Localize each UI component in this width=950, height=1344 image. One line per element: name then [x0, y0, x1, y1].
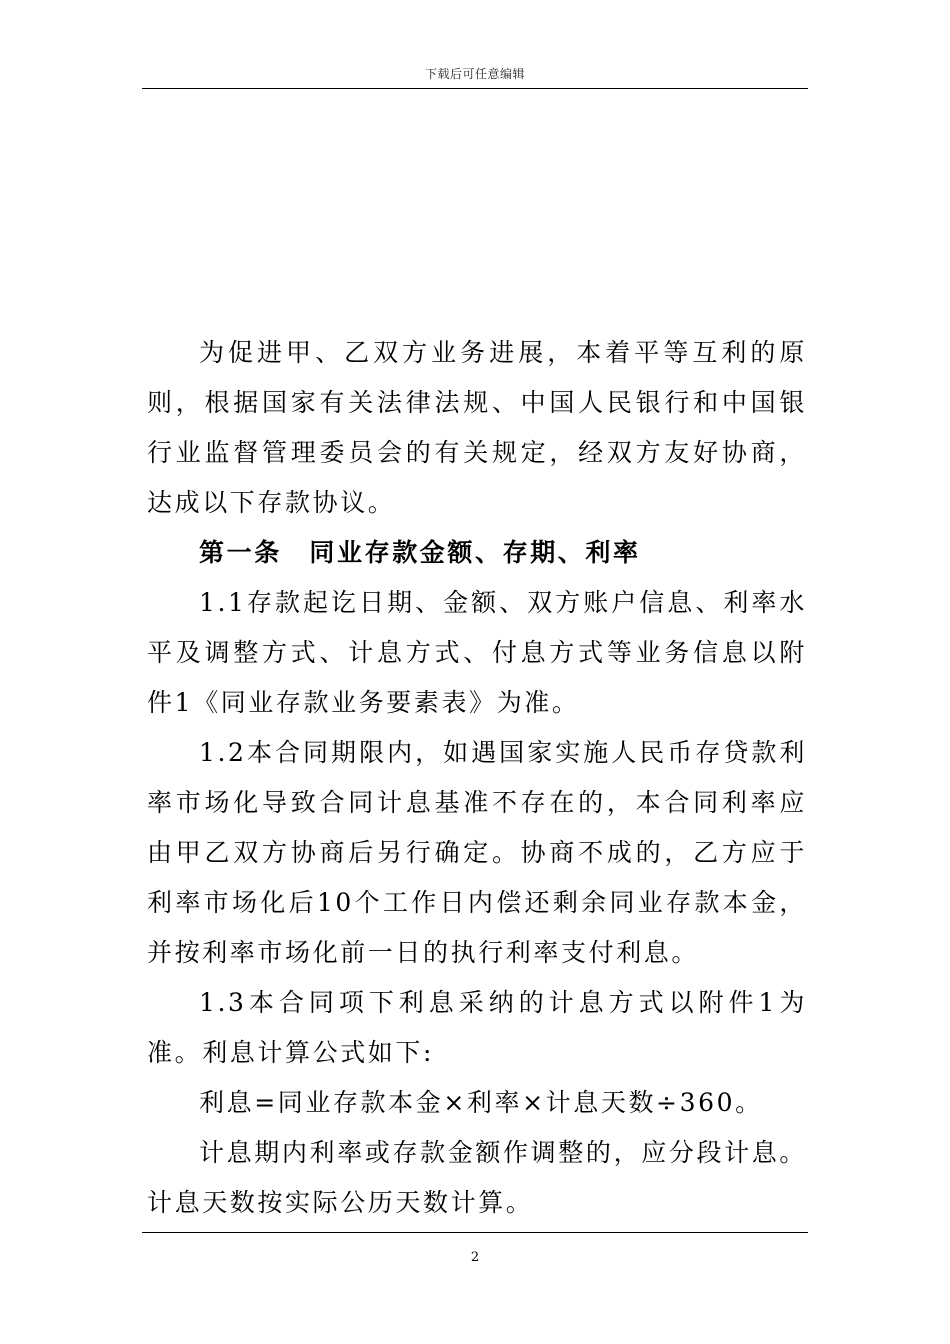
header-divider — [142, 88, 808, 89]
page-number: 2 — [470, 1250, 480, 1265]
interest-formula: 利息=同业存款本金×利率×计息天数÷360。 — [199, 1088, 763, 1117]
clause-1-1: 1.1存款起讫日期、金额、双方账户信息、利率水平及调整方式、计息方式、付息方式等业务信息以附件1《同业存款业务要素表》为准。 — [147, 588, 807, 717]
document-body — [147, 328, 807, 1228]
interest-calculation-note: 计息期内利率或存款金额作调整的，应分段计息。计息天数按实际公历天数计算。 — [147, 1138, 807, 1217]
clause-1-2: 1.2本合同期限内，如遇国家实施人民币存贷款利率市场化导致合同计息基准不存在的，本合同利率应由甲乙双方协商后另行确定。协商不成的，乙方应于利率市场化后10个工作日内偿还剩余同业存款本金，并按利率市场化前一日的执行利率支付利息。 — [147, 738, 807, 967]
intro-paragraph: 为促进甲、乙双方业务进展，本着平等互利的原则，根据国家有关法律法规、中国人民银行和中国银行业监督管理委员会的有关规定，经双方友好协商，达成以下存款协议。 — [147, 338, 807, 517]
clause-1-3: 1.3本合同项下利息采纳的计息方式以附件1为准。利息计算公式如下: — [147, 988, 807, 1067]
footer-divider — [142, 1232, 808, 1233]
section-title-article-1: 第一条 同业存款金额、存期、利率 — [199, 538, 641, 567]
header-note: 下载后可任意编辑 — [424, 67, 525, 81]
